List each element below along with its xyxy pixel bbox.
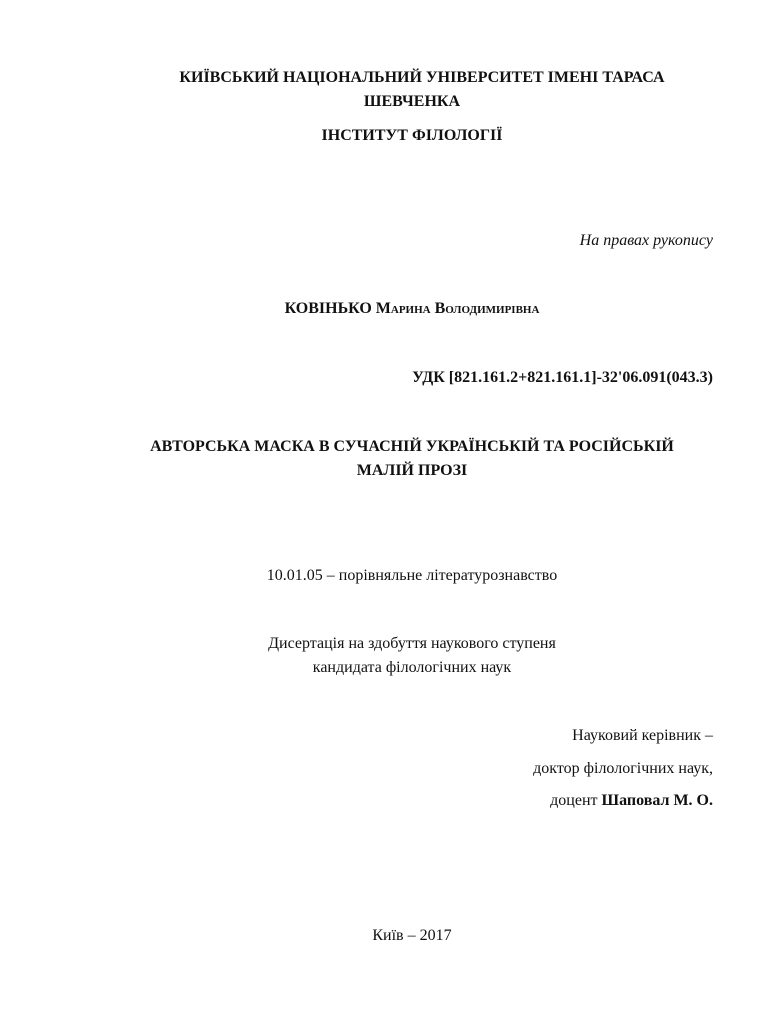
supervisor-line3 [550, 791, 713, 811]
author-name [0, 299, 768, 319]
udc-code: УДК [821.161.2+821.161.1]-32'06.091(043.3) [412, 369, 713, 386]
degree-line1: Дисертація на здобуття наукового ступеня [268, 635, 556, 652]
author-surname: КОВІНЬКО [284, 300, 372, 317]
dissertation-title-line1: АВТОРСЬКА МАСКА В СУЧАСНІЙ УКРАЇНСЬКІЙ ТА РОСІЙСЬКІЙ [150, 438, 674, 455]
supervisor-rank: доцент [550, 792, 598, 809]
supervisor-line1: Науковий керівник – [572, 727, 713, 744]
degree-line2: кандидата філологічних наук [312, 659, 512, 676]
specialty-code: 10.01.05 – порівняльне літературознавство [266, 567, 558, 584]
university-name-line1: КИЇВСЬКИЙ НАЦІОНАЛЬНИЙ УНІВЕРСИТЕТ ІМЕНІ ТАРАСА [179, 69, 665, 86]
institute-name: ІНСТИТУТ ФІЛОЛОГІЇ [321, 127, 503, 144]
author-given-names: Марина Володимирівна [375, 300, 540, 317]
dissertation-title-line2: МАЛІЙ ПРОЗІ [356, 462, 468, 479]
university-name-line2: ШЕВЧЕНКА [363, 93, 461, 110]
supervisor-line2: доктор філологічних наук, [533, 760, 713, 777]
manuscript-note: На правах рукопису [579, 232, 713, 249]
city-year: Київ – 2017 [372, 927, 452, 944]
supervisor-name: Шаповал М. О. [601, 792, 713, 809]
